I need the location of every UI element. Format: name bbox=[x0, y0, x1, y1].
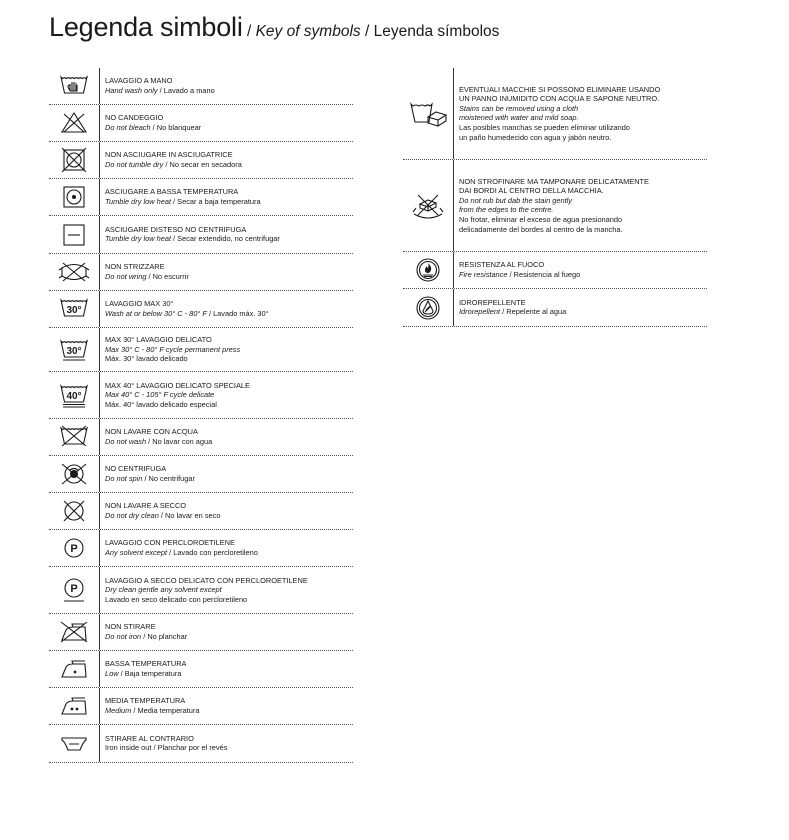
text-segment: NON STROFINARE MA TAMPONARE DELICATAMENTE bbox=[459, 176, 649, 186]
description-line bbox=[105, 632, 187, 642]
text-segment: NON STRIZZARE bbox=[105, 262, 165, 272]
text-segment: NON LAVARE CON ACQUA bbox=[105, 427, 198, 437]
spanish-text: / Repelente al agua bbox=[500, 307, 567, 317]
iron-medium-icon bbox=[49, 688, 99, 724]
english-text: Any solvent except bbox=[105, 547, 168, 557]
description-line bbox=[459, 196, 649, 206]
spanish-text: / Media temperatura bbox=[131, 705, 200, 715]
column-divider bbox=[99, 419, 100, 455]
description-line bbox=[459, 85, 660, 95]
english-text: Fire resistance bbox=[459, 269, 508, 279]
symbol-row bbox=[49, 567, 353, 614]
text-segment: BASSA TEMPERATURA bbox=[105, 659, 187, 669]
text-segment: NON STIRARE bbox=[105, 622, 156, 632]
column-divider bbox=[99, 105, 100, 141]
no-bleach-icon bbox=[49, 105, 99, 141]
text-segment: Iron inside out / Planchar por el revés bbox=[105, 743, 228, 753]
text-segment: un paño humedecido con agua y jabón neutro. bbox=[459, 132, 612, 142]
english-text: Tumble dry low heat bbox=[105, 196, 171, 206]
text-segment: LAVAGGIO A SECCO DELICATO CON PERCLOROETILENE bbox=[105, 575, 308, 585]
column-divider bbox=[453, 160, 454, 251]
description-line bbox=[105, 576, 308, 586]
column-divider bbox=[99, 493, 100, 529]
symbol-row bbox=[49, 328, 353, 372]
english-text: Stains can be removed using a cloth bbox=[459, 103, 579, 113]
description-line bbox=[105, 548, 258, 558]
spanish-text: / No blanquear bbox=[150, 122, 202, 132]
description-line bbox=[105, 197, 261, 207]
symbol-description bbox=[105, 76, 215, 95]
description-line bbox=[105, 669, 186, 679]
dry-flat-icon bbox=[49, 216, 99, 253]
no-iron-icon bbox=[49, 614, 99, 650]
no-tumble-dry-icon bbox=[49, 142, 99, 178]
do-not-rub-icon bbox=[403, 160, 453, 251]
spanish-text: / No secar en secadora bbox=[163, 159, 242, 169]
description-line bbox=[105, 585, 308, 595]
text-segment: LAVAGGIO A MANO bbox=[105, 76, 173, 86]
wash-30-delicate-icon bbox=[49, 328, 99, 371]
symbol-description bbox=[459, 177, 649, 235]
remove-stains-cloth-icon bbox=[403, 68, 453, 159]
svg-text:40°: 40° bbox=[66, 391, 82, 402]
symbol-description bbox=[105, 299, 269, 318]
english-text: Do not dry clean bbox=[105, 510, 159, 520]
spanish-text: / Resistencia al fuego bbox=[507, 269, 581, 279]
symbol-row bbox=[403, 289, 707, 327]
symbol-description bbox=[105, 501, 220, 520]
spanish-text: / Secar a baja temperatura bbox=[171, 196, 261, 206]
title-english: Key of symbols bbox=[255, 23, 361, 40]
description-line bbox=[105, 595, 308, 605]
description-line bbox=[105, 706, 200, 716]
column-divider bbox=[99, 328, 100, 371]
text-segment: Máx. 30° lavado delicado bbox=[105, 354, 188, 364]
english-text: Dry clean gentle any solvent except bbox=[105, 585, 222, 595]
symbol-description bbox=[105, 576, 308, 605]
description-line bbox=[459, 225, 649, 235]
column-divider bbox=[99, 725, 100, 762]
english-text: Hand wash only bbox=[105, 85, 158, 95]
description-line bbox=[105, 309, 269, 319]
text-segment: MAX 30° LAVAGGIO DELICATO bbox=[105, 335, 212, 345]
description-line bbox=[105, 187, 261, 197]
description-line bbox=[459, 186, 649, 196]
column-divider bbox=[99, 216, 100, 253]
text-segment: NON LAVARE A SECCO bbox=[105, 501, 187, 511]
text-segment: LAVAGGIO MAX 30° bbox=[105, 299, 174, 309]
title-italian: Legenda simboli bbox=[49, 12, 243, 42]
column-divider bbox=[99, 291, 100, 327]
description-line bbox=[459, 133, 660, 143]
description-line bbox=[105, 734, 227, 744]
english-text: moistened with water and mild soap. bbox=[459, 113, 579, 123]
title-spanish: Leyenda símbolos bbox=[373, 23, 500, 40]
english-text: Tumble dry low heat bbox=[105, 234, 171, 244]
spanish-text: / No lavar en seco bbox=[158, 510, 221, 520]
dry-clean-p-icon bbox=[49, 530, 99, 566]
text-segment: Lavado en seco delicado con percloretileno bbox=[105, 594, 248, 604]
column-divider bbox=[453, 252, 454, 288]
text-segment: ASCIUGARE DISTESO NO CENTRIFUGA bbox=[105, 224, 247, 234]
english-text: Wash at or below 30° C - 80° F bbox=[105, 308, 207, 318]
page-title bbox=[49, 12, 499, 43]
symbol-description bbox=[105, 335, 240, 364]
english-text: Do not bleach bbox=[105, 122, 151, 132]
symbol-row bbox=[49, 254, 353, 291]
english-text: from the edges to the centre. bbox=[459, 205, 554, 215]
symbol-description bbox=[105, 187, 261, 206]
description-line bbox=[105, 113, 201, 123]
do-not-wash-icon bbox=[49, 419, 99, 455]
symbol-description bbox=[105, 427, 212, 446]
symbol-description bbox=[459, 85, 660, 143]
title-sep-2: / bbox=[360, 23, 374, 40]
symbol-row bbox=[49, 493, 353, 530]
symbol-row bbox=[49, 216, 353, 254]
symbol-row bbox=[49, 725, 353, 763]
description-line bbox=[459, 104, 660, 114]
spanish-text: / Lavado con percloretileno bbox=[167, 547, 258, 557]
text-segment: EVENTUALI MACCHIE SI POSSONO ELIMINARE USANDO bbox=[459, 84, 661, 94]
symbol-description bbox=[105, 381, 250, 410]
symbol-row bbox=[403, 68, 707, 160]
text-segment: MAX 40° LAVAGGIO DELICATO SPECIALE bbox=[105, 380, 250, 390]
symbol-row bbox=[49, 530, 353, 567]
column-divider bbox=[99, 651, 100, 687]
column-divider bbox=[453, 68, 454, 159]
text-segment: NO CENTRIFUGA bbox=[105, 464, 167, 474]
english-text: Medium bbox=[105, 705, 132, 715]
description-line bbox=[105, 381, 250, 391]
text-segment: RESISTENZA AL FUOCO bbox=[459, 260, 545, 270]
text-segment: No frotar, eliminar el exceso de agua presionando bbox=[459, 215, 623, 225]
spanish-text: / No centrifugar bbox=[142, 473, 195, 483]
description-line bbox=[459, 307, 566, 317]
symbol-row bbox=[49, 142, 353, 179]
description-line bbox=[105, 272, 189, 282]
text-segment: NON ASCIUGARE IN ASCIUGATRICE bbox=[105, 150, 233, 160]
column-divider bbox=[453, 289, 454, 326]
description-line bbox=[105, 464, 195, 474]
column-divider bbox=[99, 614, 100, 650]
english-text: Idrorepellent bbox=[459, 307, 501, 317]
tumble-dry-low-icon bbox=[49, 179, 99, 215]
spanish-text: / Lavado máx. 30° bbox=[206, 308, 269, 318]
description-line bbox=[105, 437, 212, 447]
description-line bbox=[459, 94, 660, 104]
description-line bbox=[459, 113, 660, 123]
english-text: Do not wash bbox=[105, 436, 147, 446]
symbol-description bbox=[105, 696, 200, 715]
text-segment: DAI BORDI AL CENTRO DELLA MACCHIA. bbox=[459, 186, 604, 196]
symbol-row bbox=[49, 179, 353, 216]
symbol-row bbox=[49, 419, 353, 456]
spanish-text: / Baja temperatura bbox=[118, 668, 182, 678]
description-line bbox=[105, 659, 186, 669]
column-divider bbox=[99, 372, 100, 418]
symbol-row bbox=[403, 160, 707, 252]
symbol-row bbox=[49, 688, 353, 725]
description-line bbox=[105, 86, 215, 96]
iron-inside-out-icon bbox=[49, 725, 99, 762]
description-line bbox=[105, 354, 240, 364]
english-text: Do not rub but dab the stain gently bbox=[459, 195, 572, 205]
description-line bbox=[105, 335, 240, 345]
column-divider bbox=[99, 254, 100, 290]
title-sep-1: / bbox=[242, 23, 256, 40]
text-segment: IDROREPELLENTE bbox=[459, 297, 526, 307]
symbol-description bbox=[105, 734, 227, 753]
description-line bbox=[459, 123, 660, 133]
english-text: Do not wring bbox=[105, 271, 147, 281]
water-repellent-icon bbox=[403, 289, 453, 326]
english-text: Max 30° C - 80° F cycle permanent press bbox=[105, 344, 241, 354]
description-line bbox=[105, 696, 200, 706]
english-text: Low bbox=[105, 668, 119, 678]
description-line bbox=[459, 215, 649, 225]
description-line bbox=[105, 474, 195, 484]
english-text: Max 40° C - 105° F cycle delicate bbox=[105, 390, 215, 400]
no-dry-clean-icon bbox=[49, 493, 99, 529]
symbol-row bbox=[49, 651, 353, 688]
description-line bbox=[105, 299, 269, 309]
symbol-description bbox=[459, 298, 566, 317]
symbol-description bbox=[105, 538, 258, 557]
text-segment: LAVAGGIO CON PERCLOROETILENE bbox=[105, 538, 235, 548]
symbol-description bbox=[105, 464, 195, 483]
spanish-text: / No planchar bbox=[141, 631, 188, 641]
english-text: Do not spin bbox=[105, 473, 143, 483]
svg-text:P: P bbox=[70, 583, 78, 595]
text-segment: UN PANNO INUMIDITO CON ACQUA E SAPONE NEUTRO. bbox=[459, 94, 660, 104]
wash-40-very-delicate-icon bbox=[49, 372, 99, 418]
description-line bbox=[105, 160, 242, 170]
text-segment: ASCIUGARE A BASSA TEMPERATURA bbox=[105, 187, 239, 197]
spanish-text: / No lavar con agua bbox=[146, 436, 213, 446]
description-line bbox=[459, 298, 566, 308]
svg-text:30°: 30° bbox=[66, 345, 82, 357]
description-line bbox=[105, 622, 187, 632]
text-segment: Máx. 40° lavado delicado especial bbox=[105, 399, 217, 409]
description-line bbox=[105, 345, 240, 355]
symbol-description bbox=[105, 622, 187, 641]
description-line bbox=[105, 225, 280, 235]
symbol-description bbox=[105, 113, 201, 132]
no-wring-icon bbox=[49, 254, 99, 290]
column-divider bbox=[99, 456, 100, 492]
description-line bbox=[105, 390, 250, 400]
text-segment: MEDIA TEMPERATURA bbox=[105, 696, 186, 706]
description-line bbox=[105, 501, 220, 511]
description-line bbox=[105, 234, 280, 244]
spanish-text: / No escurrir bbox=[146, 271, 189, 281]
description-line bbox=[459, 270, 580, 280]
column-divider bbox=[99, 530, 100, 566]
svg-text:30°: 30° bbox=[66, 305, 82, 316]
column-divider bbox=[99, 142, 100, 178]
symbol-description bbox=[105, 225, 280, 244]
spanish-text: / Lavado a mano bbox=[157, 85, 215, 95]
symbol-description bbox=[459, 260, 580, 279]
english-text: Do not iron bbox=[105, 631, 142, 641]
column-divider bbox=[99, 688, 100, 724]
column-divider bbox=[99, 179, 100, 215]
description-line bbox=[459, 205, 649, 215]
symbol-row bbox=[49, 291, 353, 328]
symbol-row bbox=[49, 456, 353, 493]
symbol-description bbox=[105, 262, 189, 281]
description-line bbox=[105, 400, 250, 410]
symbol-row bbox=[403, 252, 707, 289]
column-divider bbox=[99, 567, 100, 613]
english-text: Do not tumble dry bbox=[105, 159, 164, 169]
iron-low-icon bbox=[49, 651, 99, 687]
description-line bbox=[459, 177, 649, 187]
symbol-row bbox=[49, 105, 353, 142]
description-line bbox=[105, 123, 201, 133]
description-line bbox=[105, 511, 220, 521]
svg-text:P: P bbox=[70, 543, 78, 555]
wash-30-icon bbox=[49, 291, 99, 327]
column-divider bbox=[99, 68, 100, 104]
text-segment: Las posibles manchas se pueden eliminar utilizando bbox=[459, 123, 630, 133]
text-segment: NO CANDEGGIO bbox=[105, 113, 164, 123]
description-line bbox=[105, 743, 227, 753]
symbol-row bbox=[49, 68, 353, 105]
text-segment: delicadamente del bordes al centro de la mancha. bbox=[459, 224, 623, 234]
text-segment: STIRARE AL CONTRARIO bbox=[105, 733, 194, 743]
description-line bbox=[105, 150, 242, 160]
no-spin-icon bbox=[49, 456, 99, 492]
description-line bbox=[105, 262, 189, 272]
symbol-row bbox=[49, 372, 353, 419]
description-line bbox=[105, 538, 258, 548]
symbol-description bbox=[105, 150, 242, 169]
description-line bbox=[105, 76, 215, 86]
description-line bbox=[105, 427, 212, 437]
description-line bbox=[459, 260, 580, 270]
fire-resistance-icon bbox=[403, 252, 453, 288]
spanish-text: / Secar extendido, no centrifugar bbox=[171, 234, 280, 244]
dry-clean-p-gentle-icon bbox=[49, 567, 99, 613]
symbol-description bbox=[105, 659, 186, 678]
symbol-row bbox=[49, 614, 353, 651]
hand-wash-icon bbox=[49, 68, 99, 104]
